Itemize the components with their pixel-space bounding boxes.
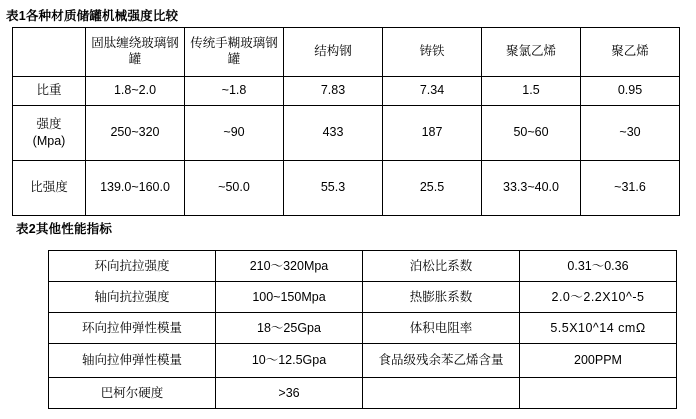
table-row xyxy=(13,161,680,216)
cell-value: 2.0～2.2X10^-5 xyxy=(520,282,677,313)
table-row xyxy=(13,106,680,161)
cell-value: ~90 xyxy=(185,106,284,161)
table-row xyxy=(13,77,680,106)
cell-value: 0.31～0.36 xyxy=(520,251,677,282)
cell-value: 210～320Mpa xyxy=(216,251,363,282)
header-cell-structural-steel: 结构钢 xyxy=(284,28,383,77)
table-row xyxy=(49,251,677,282)
cell-value: 10～12.5Gpa xyxy=(216,344,363,378)
cell-value: 1.5 xyxy=(482,77,581,106)
cell-value: 55.3 xyxy=(284,161,383,216)
cell-value: 200PPM xyxy=(520,344,677,378)
row-label-hoop-modulus: 环向拉伸弹性模量 xyxy=(49,313,216,344)
table1-caption: 表1各种材质储罐机械强度比较 xyxy=(6,9,179,23)
row-label-thermal-expansion: 热膨胀系数 xyxy=(363,282,520,313)
table2-caption: 表2其他性能指标 xyxy=(16,222,113,236)
cell-value: 25.5 xyxy=(383,161,482,216)
row-label-residual-styrene: 食品级残余苯乙烯含量 xyxy=(363,344,520,378)
header-cell-cast-iron: 铸铁 xyxy=(383,28,482,77)
other-performance-table xyxy=(48,250,677,409)
cell-value: 7.83 xyxy=(284,77,383,106)
row-label-strength xyxy=(13,106,86,161)
cell-value: 100~150Mpa xyxy=(216,282,363,313)
cell-value: 5.5X10^14 cmΩ xyxy=(520,313,677,344)
cell-value: 187 xyxy=(383,106,482,161)
header-cell-frp-handlay: 传统手糊玻璃钢罐 xyxy=(185,28,284,77)
cell-value: 139.0~160.0 xyxy=(86,161,185,216)
header-cell-empty xyxy=(13,28,86,77)
cell-value: 1.8~2.0 xyxy=(86,77,185,106)
table-row xyxy=(49,378,677,409)
cell-value: 433 xyxy=(284,106,383,161)
row-label-axial-modulus: 轴向拉伸弹性模量 xyxy=(49,344,216,378)
cell-value: ~1.8 xyxy=(185,77,284,106)
table-header-row xyxy=(13,28,680,77)
cell-empty xyxy=(520,378,677,409)
cell-value: 33.3~40.0 xyxy=(482,161,581,216)
cell-value: 50~60 xyxy=(482,106,581,161)
row-label-strength-unit: (Mpa) xyxy=(32,134,66,148)
row-label-volume-resistivity: 体积电阻率 xyxy=(363,313,520,344)
row-label-specific-gravity: 比重 xyxy=(13,77,86,106)
cell-value: >36 xyxy=(216,378,363,409)
header-cell-pvc: 聚氯乙烯 xyxy=(482,28,581,77)
mechanical-strength-table xyxy=(12,27,680,216)
cell-value: 18～25Gpa xyxy=(216,313,363,344)
header-cell-frp-wound: 固肽缠绕玻璃钢罐 xyxy=(86,28,185,77)
cell-value: 250~320 xyxy=(86,106,185,161)
row-label-poisson-ratio: 泊松比系数 xyxy=(363,251,520,282)
table-row xyxy=(49,344,677,378)
row-label-specific-strength: 比强度 xyxy=(13,161,86,216)
cell-value: 0.95 xyxy=(581,77,680,106)
cell-value: ~50.0 xyxy=(185,161,284,216)
row-label-axial-tensile-strength: 轴向抗拉强度 xyxy=(49,282,216,313)
row-label-hoop-tensile-strength: 环向抗拉强度 xyxy=(49,251,216,282)
cell-value: ~30 xyxy=(581,106,680,161)
cell-empty xyxy=(363,378,520,409)
cell-value: ~31.6 xyxy=(581,161,680,216)
cell-value: 7.34 xyxy=(383,77,482,106)
header-cell-pe: 聚乙烯 xyxy=(581,28,680,77)
table-row xyxy=(49,282,677,313)
row-label-strength-main: 强度 xyxy=(36,117,62,132)
row-label-barcol-hardness: 巴柯尔硬度 xyxy=(49,378,216,409)
table-row xyxy=(49,313,677,344)
